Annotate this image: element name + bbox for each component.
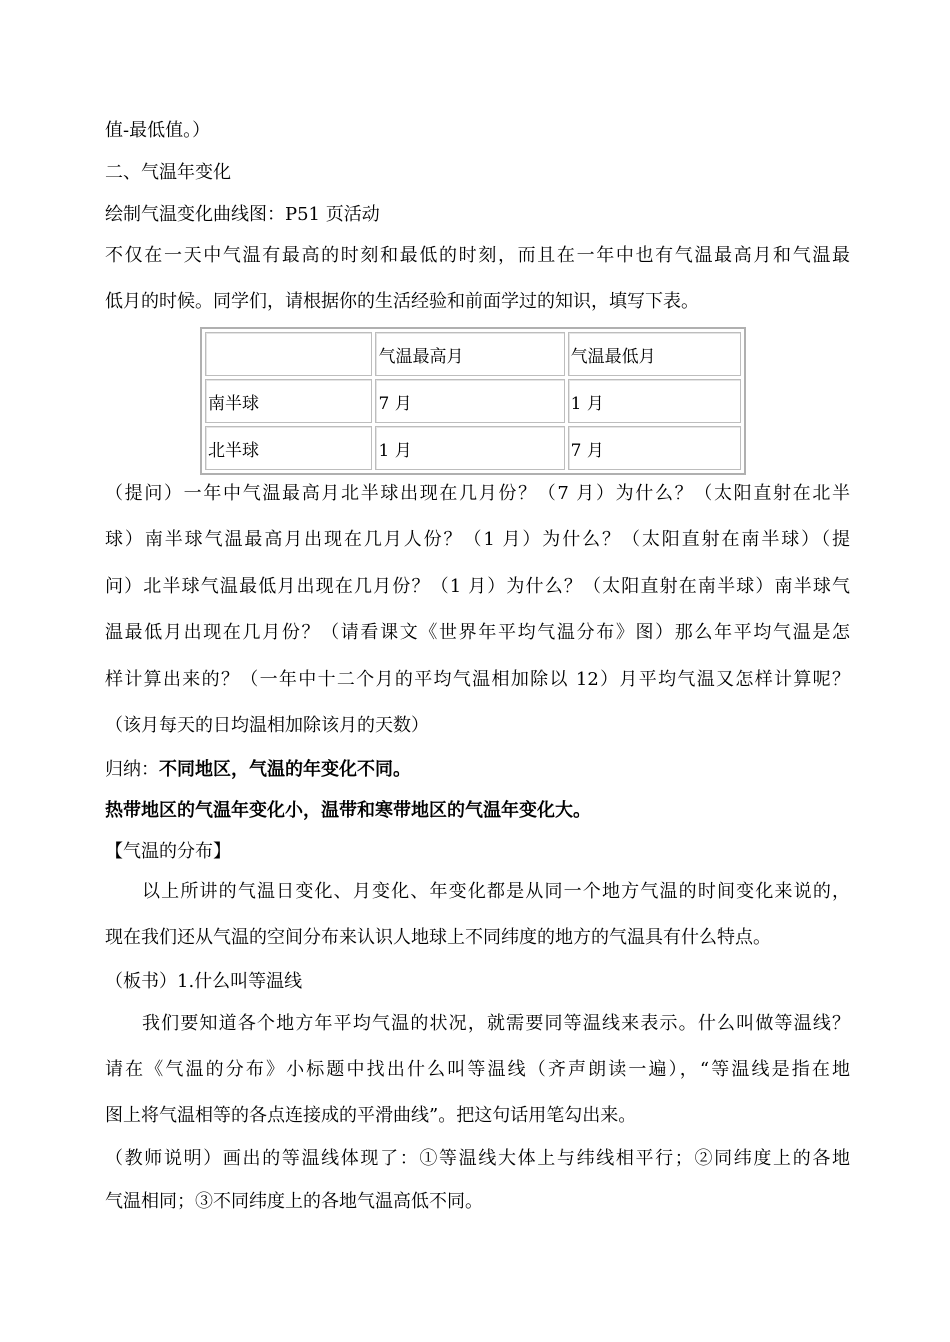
summary-line: 热带地区的气温年变化小，温带和寒带地区的气温年变化大。 [105,800,591,821]
section-heading: 二、气温年变化 [105,162,231,183]
text-line: （该月每天的日均温相加除该月的天数） [105,715,429,736]
text-line: 温最低月出现在几月份？（请看课文《世界年平均气温分布》图）那么年平均气温是怎 [105,622,850,643]
text-line: 不仅在一天中气温有最高的时刻和最低的时刻，而且在一年中也有气温最高月和气温最 [105,245,850,266]
text-line: 气温相同；③不同纬度上的各地气温高低不同。 [105,1191,483,1212]
table-cell: 气温最高月 [375,332,564,376]
text-line: 问）北半球气温最低月出现在几月份？（1 月）为什么？（太阳直射在南半球）南半球气 [105,576,850,597]
text-line: 以上所讲的气温日变化、月变化、年变化都是从同一个地方气温的时间变化来说的， [142,881,850,902]
summary-line [105,758,850,782]
text-line: 绘制气温变化曲线图：P51 页活动 [105,204,380,225]
table-row [205,379,741,423]
table-cell: 1 月 [375,426,564,470]
text-line: （教师说明）画出的等温线体现了：①等温线大体上与纬线相平行；②同纬度上的各地 [105,1148,850,1169]
table-cell: 1 月 [568,379,741,423]
text-line: 值-最低值。） [105,120,211,141]
temperature-table [200,327,746,475]
table-cell: 北半球 [205,426,372,470]
summary-label: 归纳： [105,759,159,780]
text-line: 我们要知道各个地方年平均气温的状况，就需要同等温线来表示。什么叫做等温线？ [142,1013,850,1034]
board-heading: （板书）1.什么叫等温线 [105,971,303,992]
table-row [205,426,741,470]
text-line: 现在我们还从气温的空间分布来认识人地球上不同纬度的地方的气温具有什么特点。 [105,927,771,948]
table-cell: 南半球 [205,379,372,423]
table-cell [205,332,372,376]
text-line: （提问）一年中气温最高月北半球出现在几月份？（7 月）为什么？（太阳直射在北半 [105,483,850,504]
text-line: 请在《气温的分布》小标题中找出什么叫等温线（齐声朗读一遍），“等温线是指在地 [105,1059,850,1080]
table-cell: 气温最低月 [568,332,741,376]
text-line: 样计算出来的？（一年中十二个月的平均气温相加除以 12）月平均气温又怎样计算呢？ [105,669,850,690]
table-cell: 7 月 [568,426,741,470]
text-line: 低月的时候。同学们，请根据你的生活经验和前面学过的知识，填写下表。 [105,291,699,312]
text-line: 球）南半球气温最高月出现在几月人份？（1 月）为什么？（太阳直射在南半球）（提 [105,529,850,550]
summary-text: 不同地区，气温的年变化不同。 [159,759,411,780]
text-line: 图上将气温相等的各点连接成的平滑曲线”。把这句话用笔勾出来。 [105,1105,637,1126]
table-cell: 7 月 [375,379,564,423]
table-header-row [205,332,741,376]
section-heading: 【气温的分布】 [105,841,231,862]
